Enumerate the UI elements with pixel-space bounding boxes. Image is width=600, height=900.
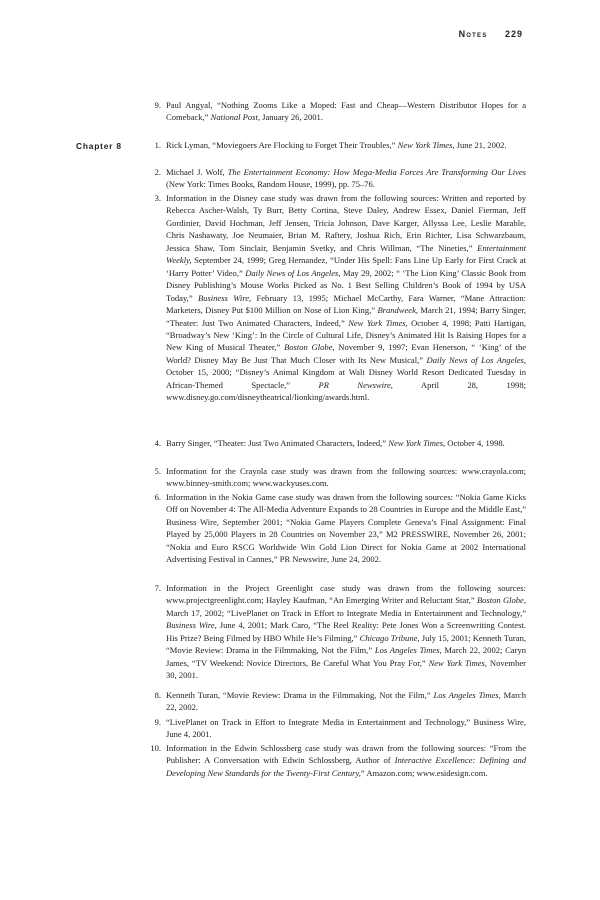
note-text: Information in the Project Greenlight case study was drawn from the following sources: www.projectgreenlight.com; Hayley Kaufman, “An Emerging Writer and Reluctant Star,” Boston Globe, March 17, 2002; “LivePlanet on Track in Effort to Integrate Media in Entertainment and Technology,” Business Wire, June 4, 2001; Mark Caro, “The Reel Reality: Pete Jones Won a Screenwriting Contest. His Prize? Being Filmed by HBO While He’s Filming,” Chicago Tribune, July 15, 2001; Kenneth Turan, “Movie Review: Drama in the Filmmaking, Not the Film,” Los Angeles Times, March 22, 2002; Caryn James, “TV Weekend: Novice Directors, Be Careful What You Pray For,” New York Times, November 30, 2001. [166, 583, 526, 681]
note-6 [154, 491, 526, 566]
page-number: 229 [504, 29, 523, 39]
note-text: Barry Singer, “Theater: Just Two Animated Characters, Indeed,” New York Times, October 4, 1998. [166, 438, 505, 448]
note-text: Information in the Nokia Game case study was drawn from the following sources: “Nokia Game Kicks Off on November 4: The All-Media Adventure Expands to 28 Countries in Europe and the Middle East,” Business Wire, September 2001; “Nokia Game Players Complete Geneva’s Final Assignment: Final Played by 25,000 Players in 28 Countries on November 23,” M2 PRESSWIRE, November 26, 2001; “Nokia and Euro RSCG Worldwide Win Gold Lion Direct for Nokia Game at 2002 International Advertising Festival in Cannes,” PR Newswire, June 24, 2002. [166, 492, 526, 565]
note-number: 1. [154, 140, 161, 150]
note-9 [154, 716, 526, 741]
note-text: Paul Angyal, “Nothing Zooms Like a Moped: Fast and Cheap—Western Distributor Hopes for a Comeback,” National Post, January 26, 2001. [166, 100, 526, 123]
note-3 [154, 192, 527, 404]
note-text: Kenneth Turan, “Movie Review: Drama in the Filmmaking, Not the Film,” Los Angeles Times, March 22, 2002. [166, 690, 526, 713]
note-4 [154, 437, 526, 449]
note-text: Rick Lyman, “Moviegoers Are Flocking to Forget Their Troubles,” New York Times, June 21, 2002. [166, 140, 507, 150]
note-text: Information in the Disney case study was drawn from the following sources: Written and reported by Rebecca Ascher-Walsh, Ty Burr, Betty Cortina, Steve Daley, Andrew Essex, Daniel Fierman, Jeff Gordinier, David Hochman, Jeff Jensen, Tricia Johnson, Dave Karger, Allyssa Lee, Leslie Marable, Chris Nashawaty, Joe Neumaier, Brian M. Raftery, Joshua Rich, Erin Richter, Lisa Schwarzbaum, Jessica Shaw, Tom Sinclair, Benjamin Svetky, and Chris Willman, “The Nineties,” Entertainment Weekly, September 24, 1999; Greg Hernandez, “Under His Spell: Fans Line Up Early for First Crack at ‘Harry Potter’ Video,” Daily News of Los Angeles, May 29, 2002; “ ‘The Lion King’ Classic Book from Disney Publishing’s Mouse Works Picked as No. 1 Best Selling Children’s Book of 1994 by USA Today,” Business Wire, February 13, 1995; Michael McCarthy, Fara Warner, “Mane Attraction: Marketers, Disney Put $100 Million on Nose of Lion King,” Brandweek, March 21, 1994; Barry Singer, “Theater: Just Two Animated Characters, Indeed,” New York Times, October 4, 1998; Patti Hartigan, “Broadway’s New ‘King’: In the Circle of Cultural Life, Disney’s Animated Hit Is Raising Hopes for a New King of Musical Theater,” Boston Globe, November 9, 1997; Evan Henerson, “ ‘King’ of the World? Disney May Be Just That Much Closer with Its New Musical,” Daily News of Los Angeles, October 15, 2000; “Disney’s Animal Kingdom at Walt Disney World Resort Dedicated Tuesday in African-Themed Spectacle,” PR Newswire, April 28, 1998; www.disney.go.com/disneytheatrical/lionking/awards.html. [166, 193, 527, 403]
note-text: “LivePlanet on Track in Effort to Integrate Media in Entertainment and Technology,” Business Wire, June 4, 2001. [166, 717, 526, 740]
note-number: 9. [154, 717, 161, 727]
note-number: 9. [154, 100, 161, 110]
note-number: 8. [154, 690, 161, 700]
note-2 [154, 166, 526, 191]
note-8 [154, 689, 526, 714]
note-5 [154, 465, 526, 490]
note-7 [154, 582, 526, 682]
note-number: 5. [154, 466, 161, 476]
note-number: 10. [150, 743, 161, 753]
note-number: 6. [154, 492, 161, 502]
note-1 [154, 139, 526, 151]
running-head [459, 29, 523, 39]
chapter-heading: Chapter 8 [76, 141, 122, 151]
note-text: Information in the Edwin Schlossberg case study was drawn from the following sources: “From the Publisher: A Conversation with Edwin Schlossberg, Author of Interactive Excellence: Defining and Developing New Standards for the Twenty-First Century,” Amazon.com; www.esidesign.com. [166, 743, 526, 778]
running-head-section: Notes [458, 29, 488, 39]
note-number: 3. [154, 193, 161, 203]
note-number: 4. [154, 438, 161, 448]
prev-note-9 [154, 99, 526, 124]
note-text: Information for the Crayola case study was drawn from the following sources: www.crayola.com; www.binney-smith.com; www.wackyuses.com. [166, 466, 526, 489]
note-10 [150, 742, 526, 779]
note-number: 7. [154, 583, 161, 593]
note-number: 2. [154, 167, 161, 177]
note-text: Michael J. Wolf, The Entertainment Economy: How Mega-Media Forces Are Transforming Our Lives (New York: Times Books, Random House, 1999), pp. 75–76. [166, 167, 526, 190]
